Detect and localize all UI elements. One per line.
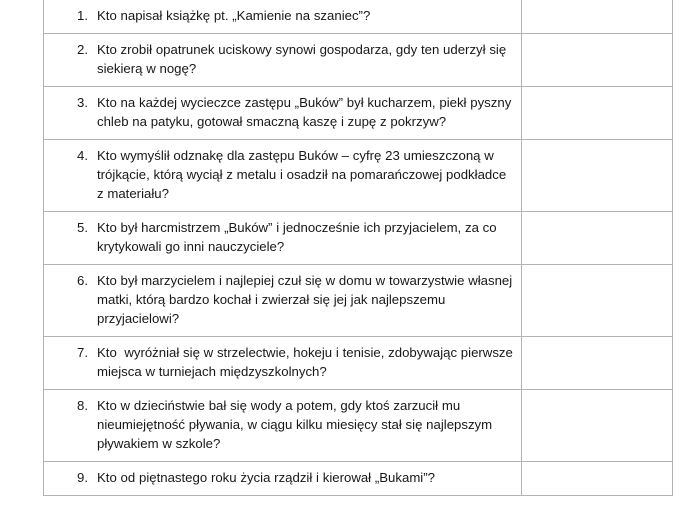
question-text: Kto zrobił opatrunek uciskowy synowi gospodarza, gdy ten uderzył się siekierą w nogę? [97,42,510,76]
question-number: 6. [77,273,88,288]
question-number: 9. [77,470,88,485]
table-row [44,34,673,87]
question-text: Kto był marzycielem i najlepiej czuł się w domu w towarzystwie własnej matki, którą bardzo kochał i zwierzał się jej jak najlepszemu przyjacielowi? [97,273,516,326]
question-number: 2. [77,42,88,57]
question-cell [44,265,522,337]
answer-cell[interactable] [522,34,673,87]
question-number: 1. [77,8,88,23]
question-text: Kto był harcmistrzem „Buków” i jednocześnie ich przyjacielem, za co krytykowali go inni nauczyciele? [97,220,501,254]
question-cell [44,212,522,265]
question-text: Kto w dzieciństwie bał się wody a potem, gdy ktoś zarzucił mu nieumiejętność pływania, w ciągu kilku miesięcy stał się najlepszym pływakiem w szkole? [97,398,496,451]
table-row [44,337,673,390]
answer-text[interactable] [522,212,672,224]
table-row [44,140,673,212]
answer-cell[interactable] [522,140,673,212]
answer-cell[interactable] [522,87,673,140]
question-number: 4. [77,148,88,163]
answer-cell[interactable] [522,0,673,34]
question-text: Kto na każdej wycieczce zastępu „Buków” był kucharzem, piekł pyszny chleb na patyku, gotował smaczną kaszę i zupę z pokrzyw? [97,95,516,129]
question-cell [44,34,522,87]
answer-text[interactable] [522,140,672,152]
question-cell [44,462,522,496]
question-text: Kto wymyślił odznakę dla zastępu Buków – cyfrę 23 umieszczoną w trójkącie, którą wyciął z metalu i osadził na pomarańczowej podkładce z materiału? [97,148,510,201]
question-number: 8. [77,398,88,413]
answer-cell[interactable] [522,462,673,496]
answer-text[interactable] [522,337,672,349]
table-row [44,462,673,496]
answer-cell[interactable] [522,212,673,265]
question-text: Kto napisał książkę pt. „Kamienie na szaniec”? [97,8,371,23]
question-number: 3. [77,95,88,110]
table-row [44,390,673,462]
table-row [44,0,673,34]
question-cell [44,390,522,462]
question-cell [44,87,522,140]
answer-cell[interactable] [522,390,673,462]
question-text: Kto od piętnastego roku życia rządził i kierował „Bukami”? [97,470,435,485]
table-row [44,212,673,265]
questions-table [43,0,673,496]
answer-cell[interactable] [522,337,673,390]
question-number: 5. [77,220,88,235]
question-cell [44,140,522,212]
answer-text[interactable] [522,462,672,474]
answer-text[interactable] [522,34,672,46]
question-text: Kto wyróżniał się w strzelectwie, hokeju i tenisie, zdobywając pierwsze miejsca w turniejach międzyszkolnych? [97,345,517,379]
answer-text[interactable] [522,0,672,12]
answer-text[interactable] [522,87,672,99]
question-cell [44,337,522,390]
question-number: 7. [77,345,88,360]
answer-text[interactable] [522,390,672,402]
answer-cell[interactable] [522,265,673,337]
questions-table-body [44,0,673,496]
table-row [44,87,673,140]
answer-text[interactable] [522,265,672,277]
table-row [44,265,673,337]
question-cell [44,0,522,34]
